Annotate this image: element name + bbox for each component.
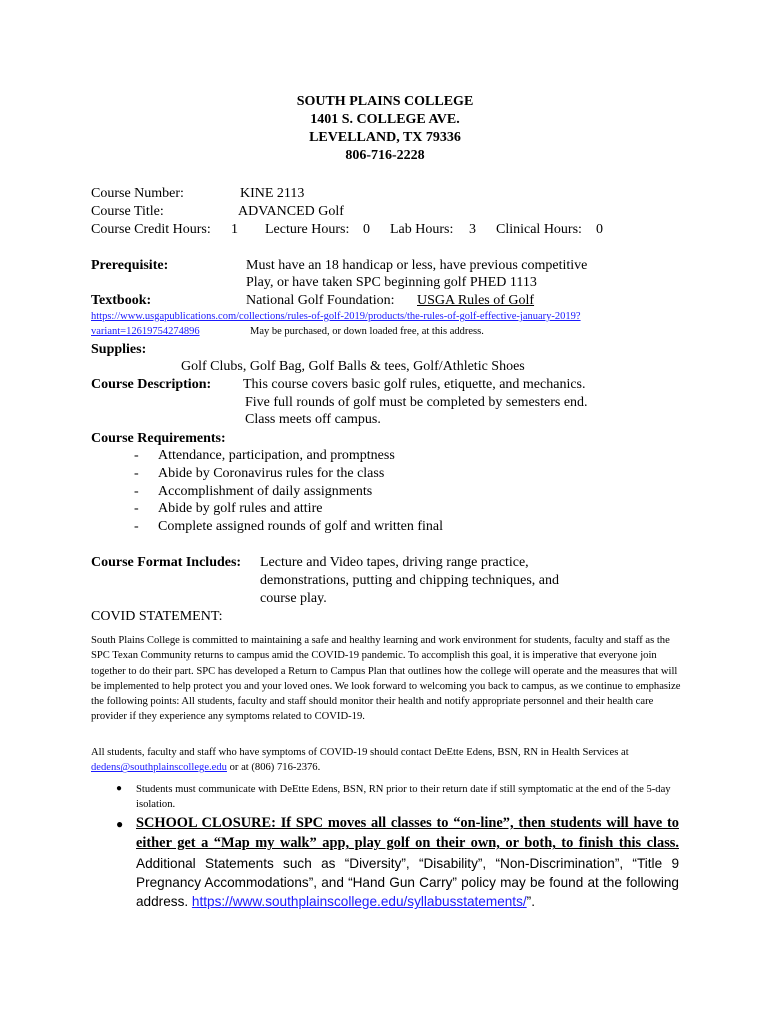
bullet-icon: ● [116,817,124,831]
course-number-value: KINE 2113 [240,186,305,201]
school-closure-rest: Additional Statements such as “Diversity”, “Disability”, “Non-Discrimination”, “Title 9 Pregnancy Accommodations”, and “Hand Gun Carry” policy may be found at the following address. [136,855,679,910]
covid-heading: COVID STATEMENT: [91,609,223,624]
description-line1: This course covers basic golf rules, etiquette, and mechanics. [243,377,586,392]
school-closure-statement [136,813,679,911]
course-number-label: Course Number: [91,186,184,201]
lab-hours-label: Lab Hours: [390,222,454,237]
health-services-email-link[interactable]: dedens@southplainscollege.edu [91,762,227,774]
covid-paragraph-2-end: or at (806) 716-2376. [226,762,321,774]
list-item-dash: - [134,501,139,516]
syllabus-statements-link[interactable]: https://www.southplainscollege.edu/syllabusstatements/ [191,894,527,910]
prerequisite-line2: Play, or have taken SPC beginning golf PHED 1113 [246,275,537,290]
textbook-label: Textbook: [91,293,152,308]
course-title-value: ADVANCED Golf [238,204,344,219]
list-item: Abide by Coronavirus rules for the class [158,466,385,481]
list-item-dash: - [134,484,139,499]
prerequisite-line1: Must have an 18 handicap or less, have previous competitive [246,258,588,273]
clinical-hours-value: 0 [596,222,603,237]
covid-paragraph-1: South Plains College is committed to maintaining a safe and healthy learning and work environment for students, faculty and staff as the SPC Texan Community returns to campus amid the COVID-19 pandemic. To accomplish this goal, it is imperative that everyone join together to do their part. SPC has developed a Return to Campus Plan that outlines how the college will operate and the measures that will be implemented to help protect you and your loved ones. We look forward to welcoming you back to campus, as we continue to emphasize the following points: All students, faculty and staff should monitor their health and notify appropriate personnel and their health care provider if they experience any symptoms related to COVID-19. [91,635,681,723]
college-city: LEVELLAND, TX 79336 [309,130,461,145]
list-item: Complete assigned rounds of golf and written final [158,519,443,534]
description-line2: Five full rounds of golf must be completed by semesters end. [245,395,588,410]
college-name: SOUTH PLAINS COLLEGE [296,94,474,109]
covid-paragraph-2 [91,745,681,776]
textbook-publisher: National Golf Foundation: [246,293,395,308]
list-item: Attendance, participation, and promptness [158,448,395,463]
list-item: Abide by golf rules and attire [158,501,323,516]
credit-hours-label: Course Credit Hours: [91,222,211,237]
textbook-note: May be purchased, or down loaded free, at this address. [250,326,484,337]
list-item: Accomplishment of daily assignments [158,484,373,499]
requirements-label: Course Requirements: [91,431,226,446]
bullet-icon: ● [116,783,123,794]
lab-hours-value: 3 [469,222,476,237]
supplies-label: Supplies: [91,342,147,357]
format-line1: Lecture and Video tapes, driving range practice, [260,555,529,570]
covid-bullet-1: Students must communicate with DeEtte Edens, BSN, RN prior to their return date if still symptomatic at the end of the 5-day isolation. [136,784,671,811]
lecture-hours-label: Lecture Hours: [265,222,350,237]
textbook-title-link[interactable]: USGA Rules of Golf [417,293,535,308]
textbook-url-line2[interactable]: variant=12619754274896 [91,326,200,337]
description-line3: Class meets off campus. [245,412,381,427]
lecture-hours-value: 0 [363,222,370,237]
supplies-items: Golf Clubs, Golf Bag, Golf Balls & tees, Golf/Athletic Shoes [181,359,525,374]
college-phone: 806-716-2228 [345,148,425,163]
college-address: 1401 S. COLLEGE AVE. [310,112,460,127]
credit-hours-value: 1 [231,222,238,237]
format-line2: demonstrations, putting and chipping techniques, and [260,573,560,588]
course-title-label: Course Title: [91,204,164,219]
list-item-dash: - [134,448,139,463]
clinical-hours-label: Clinical Hours: [496,222,582,237]
textbook-url-line1[interactable]: https://www.usgapublications.com/collections/rules-of-golf-2019/products/the-rules-of-golf-effective-january-2019? [91,311,581,322]
format-label: Course Format Includes: [91,555,242,570]
school-closure-bold: SCHOOL CLOSURE: If SPC moves all classes to “on-line”, then students will have to either get a “Map my walk” app, play golf on their own, or both, to finish this class. [136,815,679,852]
list-item-dash: - [134,466,139,481]
format-line3: course play. [260,591,327,606]
school-closure-end: ”. [526,894,535,910]
covid-paragraph-2-start: All students, faculty and staff who have symptoms of COVID-19 should contact DeEtte Edens, BSN, RN in Health Services at [91,747,629,758]
description-label: Course Description: [91,377,212,392]
list-item-dash: - [134,519,139,534]
prerequisite-label: Prerequisite: [91,258,169,273]
